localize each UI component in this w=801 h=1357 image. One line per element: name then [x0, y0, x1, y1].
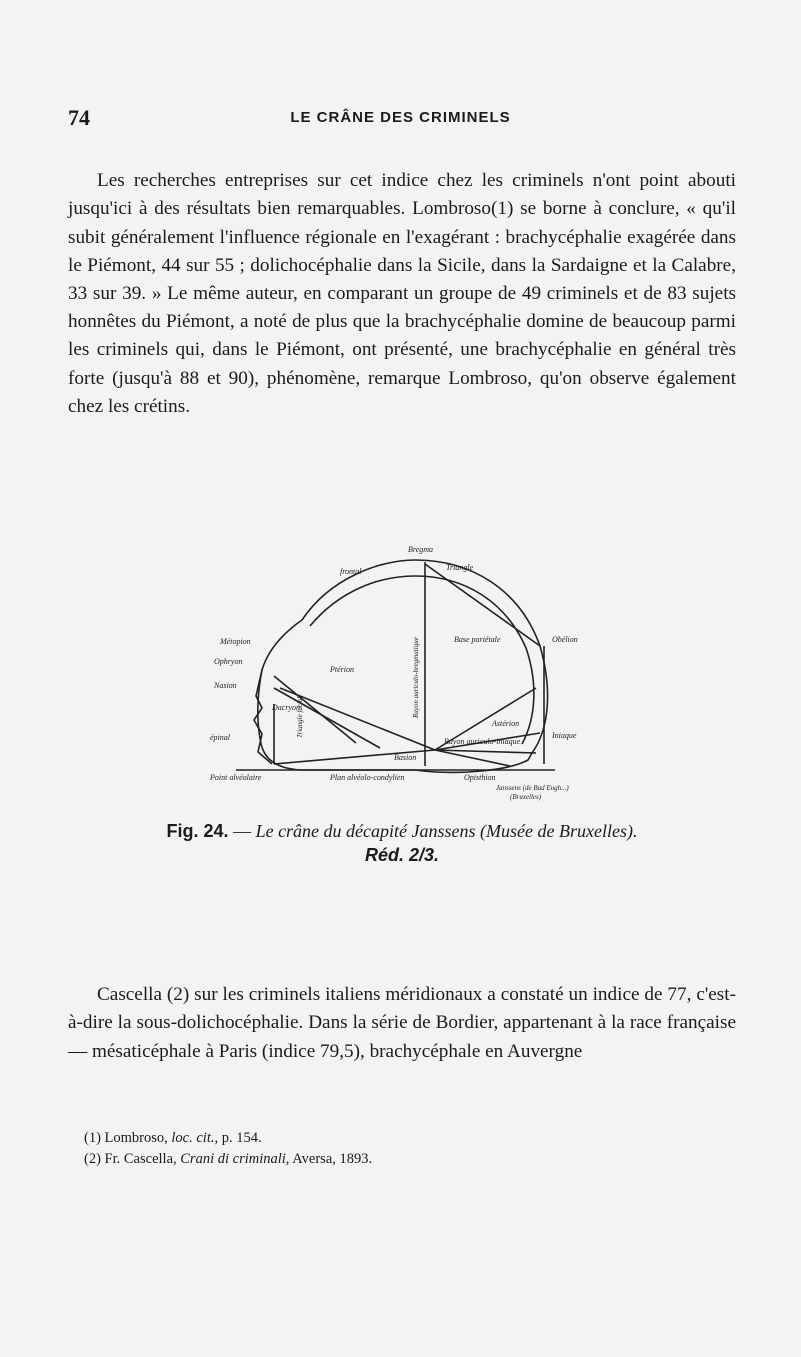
label-parietal: Base pariétale [454, 635, 501, 644]
label-ophryon: Ophryon [214, 657, 243, 666]
label-nasion: Nasion [214, 681, 237, 690]
label-metopion: Métopion [220, 637, 251, 646]
page-number: 74 [68, 105, 90, 130]
caption-label: Fig. 24. [166, 821, 229, 841]
triangle-line-2 [274, 688, 380, 748]
footnote-2-marker: (2) [84, 1151, 101, 1167]
footnote-2 [84, 1149, 744, 1170]
footnote-2-author: Fr. Cascella, [104, 1151, 177, 1167]
footnote-1-author: Lombroso, [104, 1130, 168, 1146]
label-rayon-auriculo: Rayon auriculo-iniaque [444, 737, 521, 746]
footnote-1-marker: (1) [84, 1130, 101, 1146]
label-triangle-facial: Triangle facial [296, 696, 304, 738]
paragraph-1: Les recherches entreprises sur cet indice chez les criminels n'ont point abouti jusqu'ici à des résultats bien remarquables. Lombroso(1) se borne à conclure, « qu'il subit généralement l'influence régionale en l'exagérant : brachycéphalie exagérée dans le Piémont, 44 sur 55 ; dolichocéphalie dans la Sicile, dans la Sardaigne et la Calabre, 33 sur 39. » Le même auteur, en comparant un groupe de 49 criminels et de 83 sujets honnêtes du Piémont, a noté de plus que la brachycéphalie domine de beaucoup parmi les criminels qui, dans le Piémont, ont présenté, une brachycéphalie en général très forte (jusqu'à 88 et 90), phénomène, remarque Lombroso, qu'on observe également chez les crétins. [68, 170, 736, 417]
running-head: LE CRÂNE DES CRIMINELS [290, 109, 511, 126]
label-dacryon: Dacryon [272, 703, 300, 712]
label-point-alveolaire: Point alvéolaire [210, 773, 262, 782]
footnote-1-rest: p. 154. [221, 1130, 262, 1146]
footnote-2-title: Crani di criminali, [180, 1151, 290, 1167]
skull-diagram [210, 538, 590, 802]
label-asterion: Astérion [492, 719, 520, 728]
caption-museum: (Musée de Bruxelles). [480, 821, 638, 841]
label-bregma: Bregma [408, 545, 434, 554]
footnote-1 [84, 1128, 744, 1149]
label-inion: Iniaque [552, 731, 577, 740]
label-opisthion: Opisthion [464, 773, 496, 782]
label-janssens: Janssens (de Bad Engh...) [496, 784, 569, 792]
label-rayon-bregmatique: Rayon auriculo-bregmatique [412, 637, 420, 718]
footnote-2-rest: Aversa, 1893. [292, 1151, 373, 1167]
label-plan-alveolo: Plan alvéolo-condylien [330, 773, 405, 782]
footnote-1-title: loc. cit., [171, 1130, 219, 1146]
label-bruxelles: (Bruxelles) [510, 793, 542, 801]
caption-reduction: Réd. 2/3. [364, 845, 440, 865]
label-frontal: frontal [340, 567, 362, 576]
paragraph-2: Cascella (2) sur les criminels italiens méridionaux a constaté un indice de 77, c'est-à-dire la sous-dolichocéphalie. Dans la série de Bordier, appartenant à la race française — mésaticéphale à Paris (indice 79,5), brachycéphale en Auvergne [68, 984, 736, 1062]
skull-diagram-svg [210, 538, 590, 802]
label-spinal: épinal [210, 733, 230, 742]
label-basion: Basion [394, 753, 417, 762]
caption-dash: — [233, 821, 252, 841]
footnotes [84, 1128, 744, 1170]
caption-title: Le crâne du décapité Janssens [255, 821, 476, 841]
label-triangle: Triangle [446, 563, 474, 572]
figure-caption [68, 819, 736, 867]
label-obelion: Obélion [552, 635, 578, 644]
label-pterion: Ptérion [330, 665, 354, 674]
